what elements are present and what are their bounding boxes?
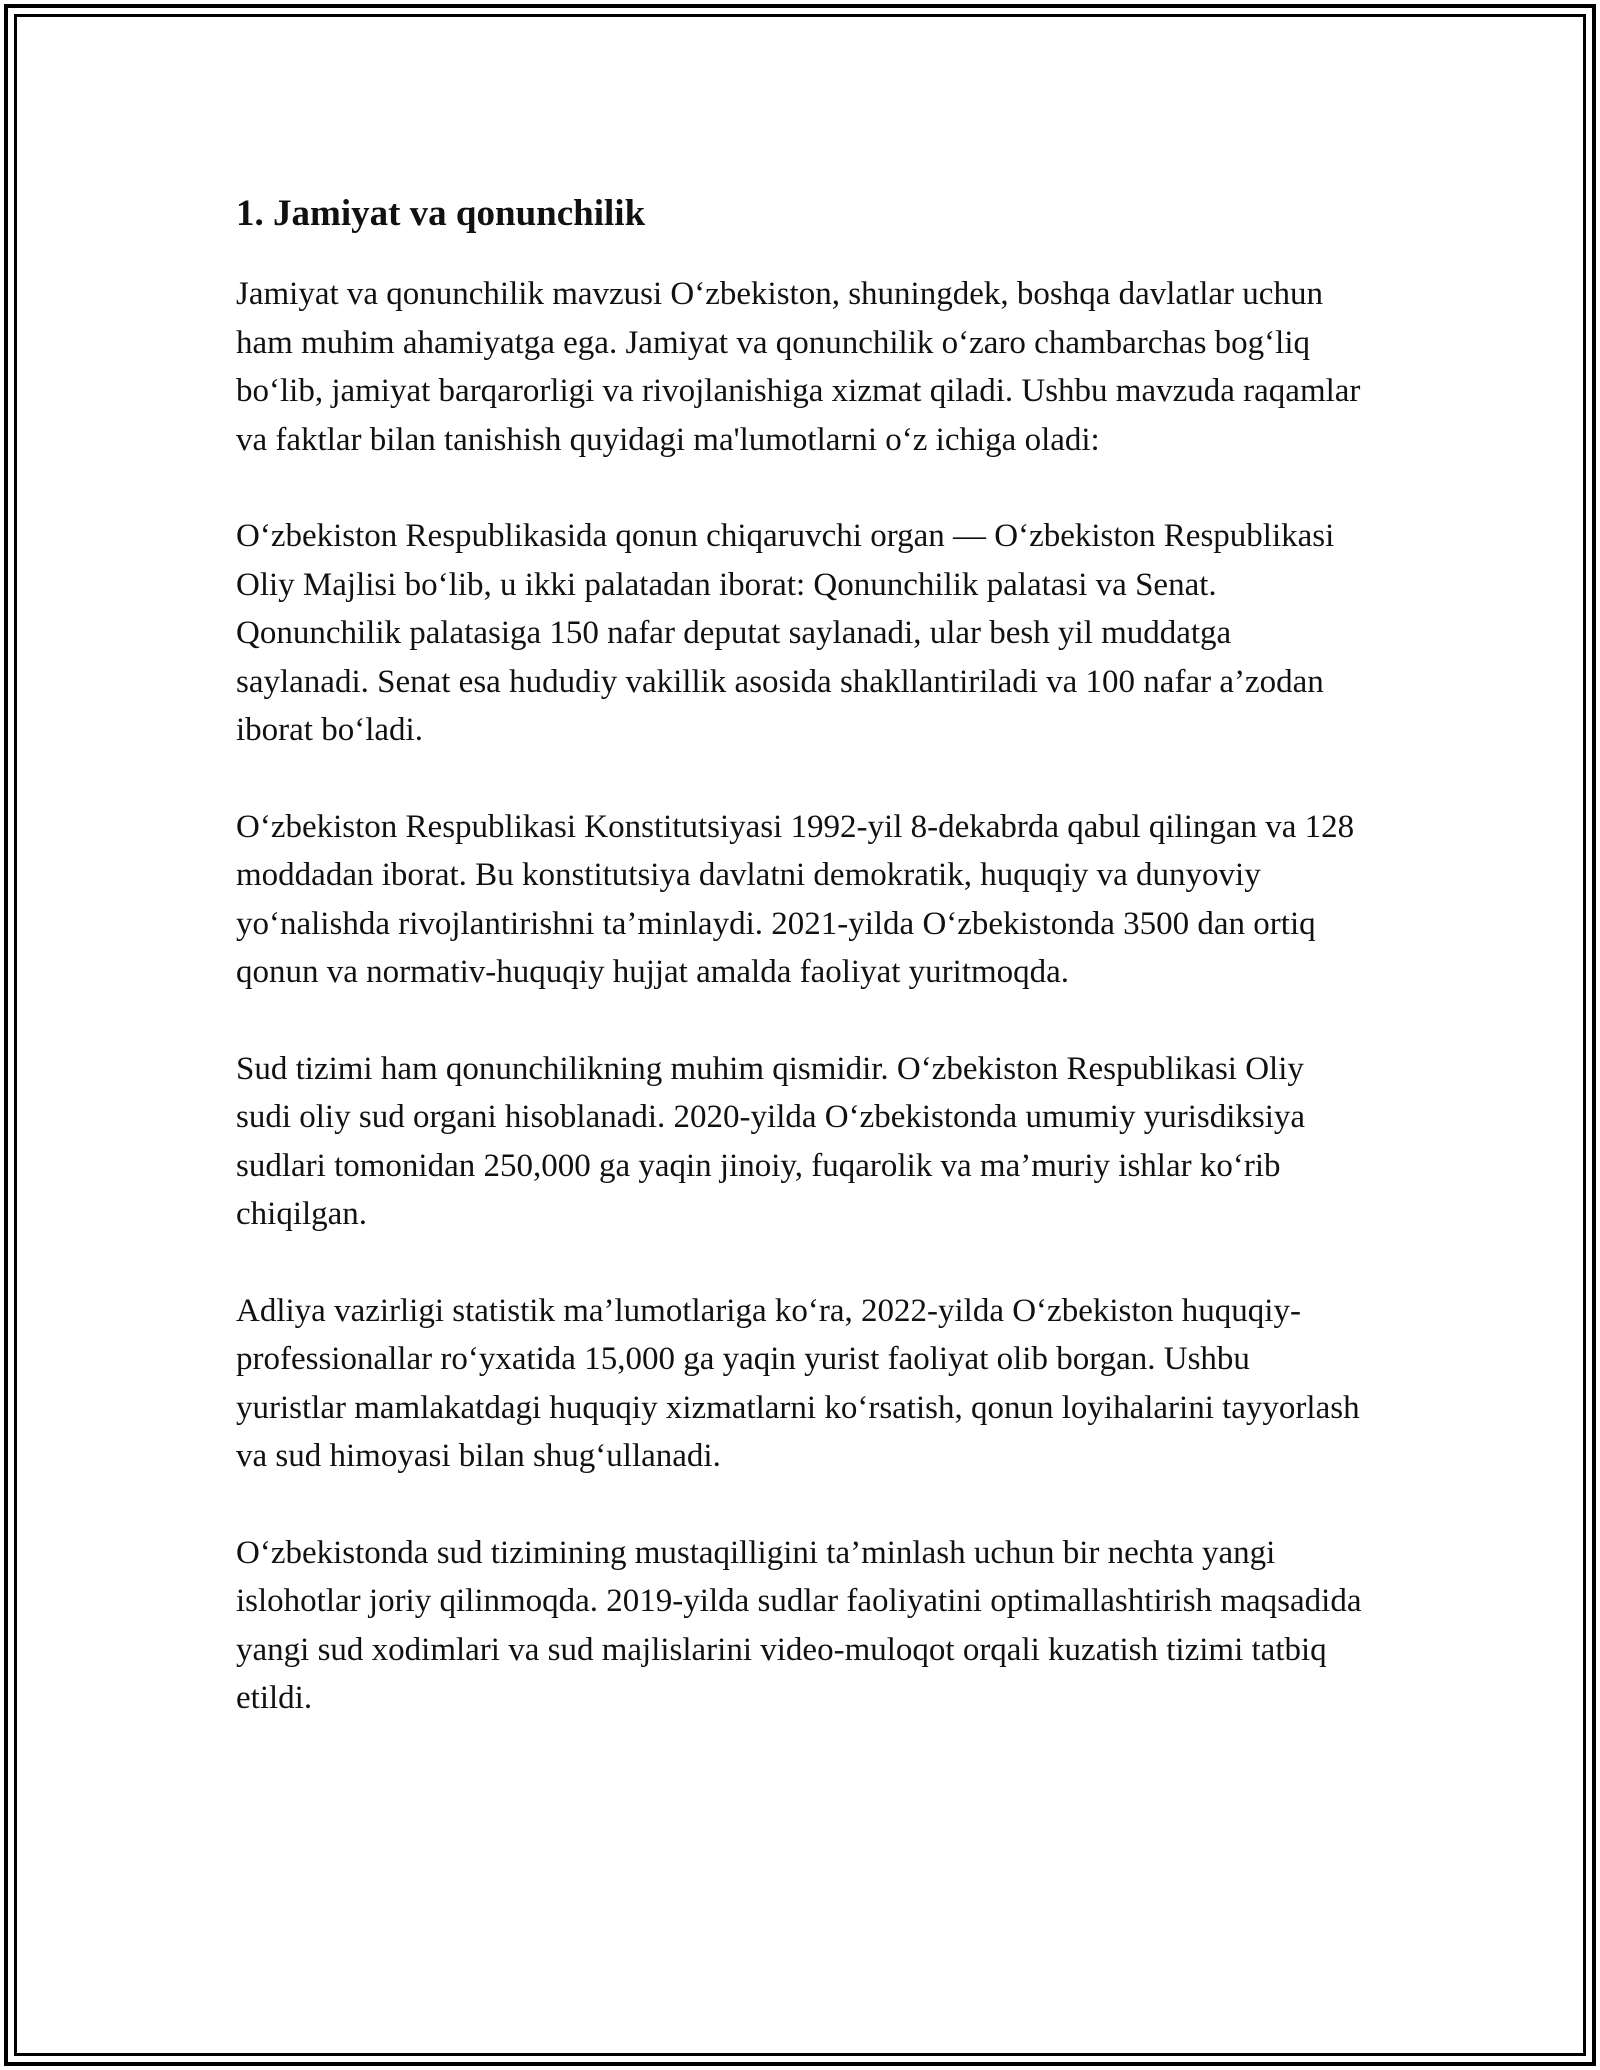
- section-title: 1. Jamiyat va qonunchilik: [236, 193, 646, 234]
- paragraph-intro: Jamiyat va qonunchilik mavzusi O‘zbekiston, shuningdek, boshqa davlatlar uchun ham muhim ahamiyatga ega. Jamiyat va qonunchilik o‘zaro chambarchas bog‘liq bo‘lib, jamiyat barqarorligi va rivojlanishiga xizmat qiladi. Ushbu mavzuda raqamlar va faktlar bilan tanishish quyidagi ma'lumotlarni o‘z ichiga oladi:: [236, 276, 1361, 458]
- paragraph-sud-tizimi: Sud tizimi ham qonunchilikning muhim qismidir. O‘zbekiston Respublikasi Oliy sudi oliy sud organi hisoblanadi. 2020-yilda O‘zbekistonda umumiy yurisdiksiya sudlari tomonidan 250,000 ga yaqin jinoiy, fuqarolik va ma’muriy ishlar ko‘rib chiqilgan.: [236, 1050, 1306, 1232]
- paragraph-konstitutsiya: O‘zbekiston Respublikasi Konstitutsiyasi 1992-yil 8-dekabrda qabul qilingan va 128 moddadan iborat. Bu konstitutsiya davlatni demokratik, huquqiy va dunyoviy yo‘nalishda rivojlantirishni ta’minlaydi. 2021-yilda O‘zbekistonda 3500 dan ortiq qonun va normativ-huquqiy hujjat amalda faoliyat yuritmoqda.: [236, 808, 1355, 990]
- paragraph-adliya-vazirligi: Adliya vazirligi statistik ma’lumotlariga ko‘ra, 2022-yilda O‘zbekiston huquqiy-professionallar ro‘yxatida 15,000 ga yaqin yurist faoliyat olib borgan. Ushbu yuristlar mamlakatdagi huquqiy xizmatlarni ko‘rsatish, qonun loyihalarini tayyorlash va sud himoyasi bilan shug‘ullanadi.: [236, 1292, 1360, 1474]
- paragraph-islohotlar: O‘zbekistonda sud tizimining mustaqilligini ta’minlash uchun bir nechta yangi islohotlar joriy qilinmoqda. 2019-yilda sudlar faoliyatini optimallashtirish maqsadida yangi sud xodimlari va sud majlislarini video-muloqot orqali kuzatish tizimi tatbiq etildi.: [236, 1534, 1362, 1716]
- paragraph-oliy-majlis: O‘zbekiston Respublikasida qonun chiqaruvchi organ — O‘zbekiston Respublikasi Oliy Majlisi bo‘lib, u ikki palatadan iborat: Qonunchilik palatasi va Senat. Qonunchilik palatasiga 150 nafar deputat saylanadi, ular besh yil muddatga saylanadi. Senat esa hududiy vakillik asosida shakllantiriladi va 100 nafar a’zodan iborat bo‘ladi.: [236, 518, 1335, 748]
- document-body: [236, 188, 1366, 1771]
